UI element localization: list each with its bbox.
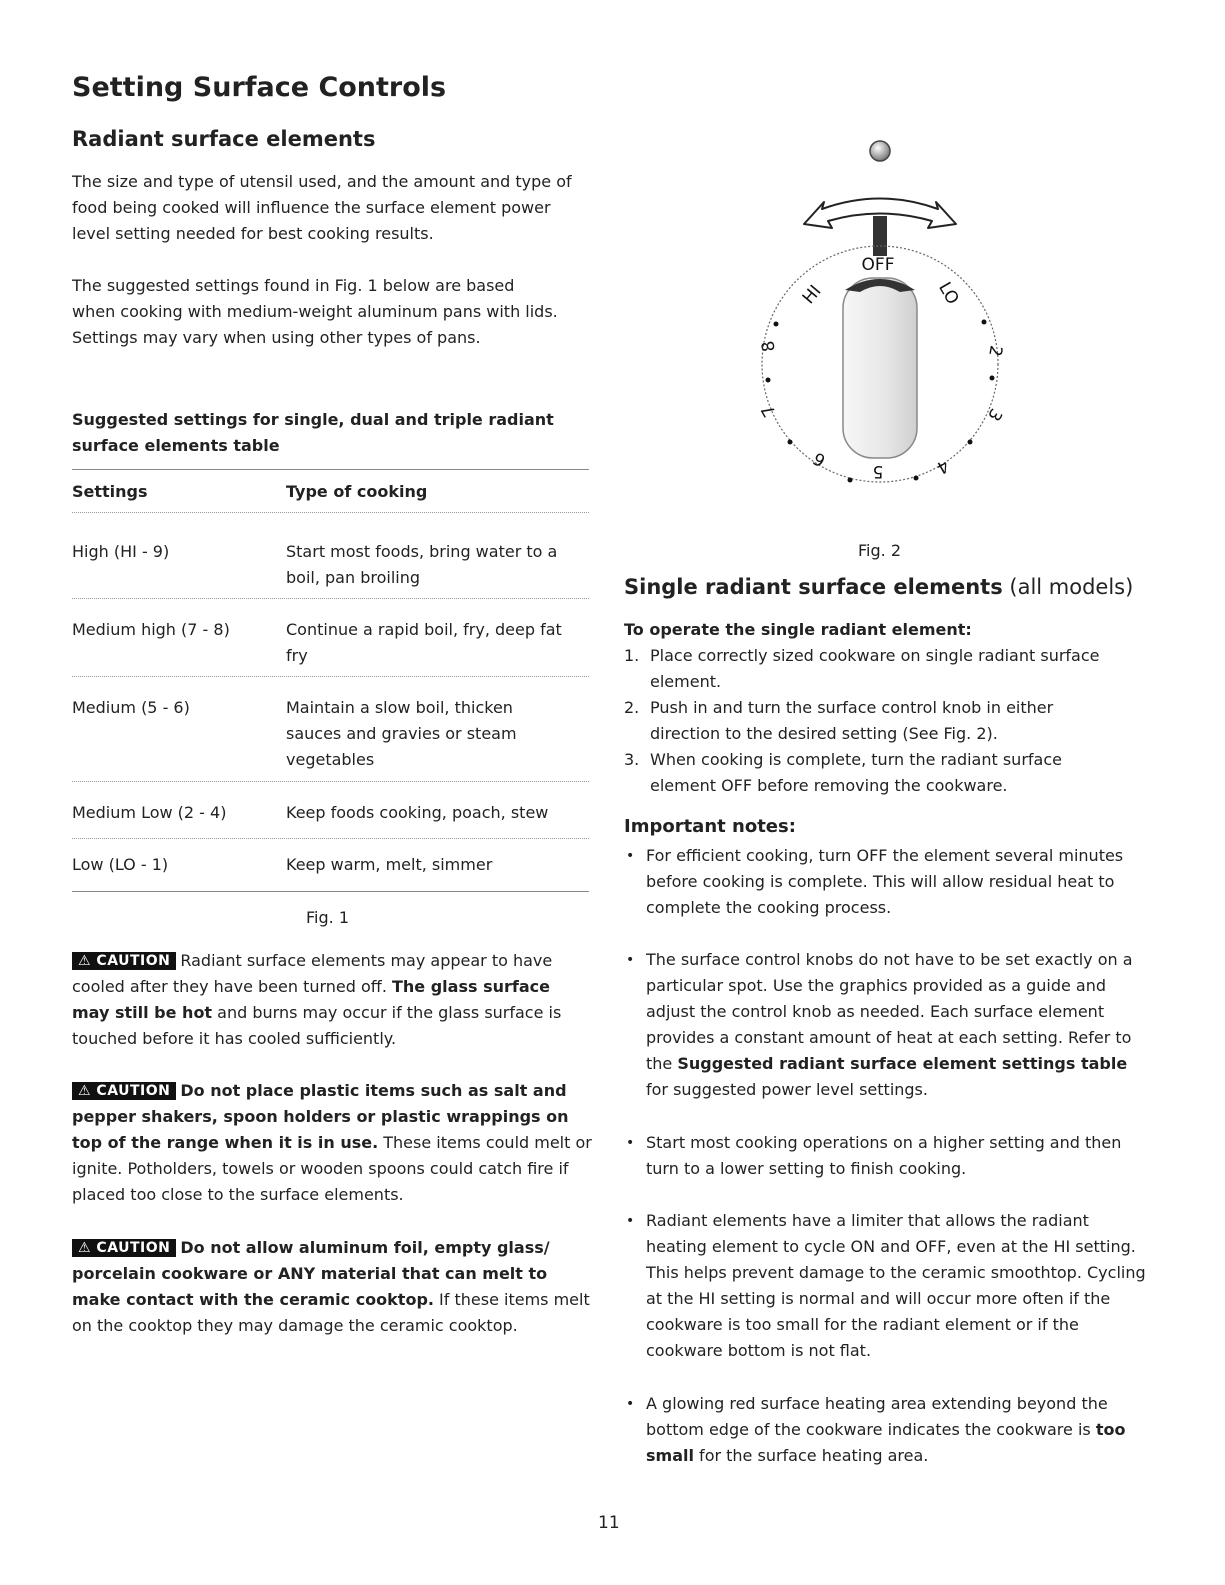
knob-label-7: 7 xyxy=(757,400,781,421)
note-item: • Radiant elements have a limiter that allows the radiant heating element to cycle ON and OFF, even at the HI setting. This helps prevent damage to the ceramic smoothtop. Cycling at the HI setting is normal and will occur more often if the cookware is too small for the radiant element or if the cookware bottom is not flat. xyxy=(624,1208,1149,1364)
caution-badge: ⚠ CAUTION xyxy=(72,1239,176,1257)
table-row-cooking: Maintain a slow boil, thicken sauces and gravies or steam vegetables xyxy=(286,698,517,769)
table-row-setting: Medium high (7 - 8) xyxy=(72,620,230,639)
knob-indicator-mark xyxy=(873,216,887,256)
caution-2 xyxy=(72,1078,592,1208)
step-text: Place correctly sized cookware on single radiant surface element. xyxy=(650,646,1100,691)
caution-1-bold: The glass surface may still be hot xyxy=(72,977,550,1022)
table-header-cooking: Type of cooking xyxy=(286,482,428,501)
caution-1-text: Radiant surface elements may appear to have cooled after they have been turned off. xyxy=(72,951,553,996)
table-row-cooking: Continue a rapid boil, fry, deep fat fry xyxy=(286,620,562,665)
knob-label-5: 5 xyxy=(872,461,884,481)
step-number: 3. xyxy=(624,750,640,769)
caution-1-text-end: and burns may occur if the glass surface is touched before it has cooled sufficiently. xyxy=(72,1003,562,1048)
table-bottom-rule xyxy=(72,891,589,892)
table-title: Suggested settings for single, dual and triple radiant surface elements table xyxy=(72,410,554,455)
caution-badge: ⚠ CAUTION xyxy=(72,952,176,970)
table-row-cooking: Start most foods, bring water to a boil, pan broiling xyxy=(286,542,558,587)
caution-2-bold: Do not place plastic items such as salt and pepper shakers, spoon holders or plastic wrappings on top of the range when it is in use. xyxy=(72,1081,569,1152)
knob-label-4: 4 xyxy=(932,454,953,478)
step-number: 1. xyxy=(624,646,640,665)
table-row-setting: Medium Low (2 - 4) xyxy=(72,803,227,822)
caution-badge: ⚠ CAUTION xyxy=(72,1082,176,1100)
knob-label-hi: HI xyxy=(798,281,826,309)
knob-handle[interactable] xyxy=(843,278,917,458)
knob-label-lo: LO xyxy=(934,278,963,309)
important-notes-list xyxy=(624,843,1149,921)
operate-title: To operate the single radiant element: xyxy=(624,620,972,639)
table-row-rule xyxy=(72,598,589,599)
intro-paragraph-1: The size and type of utensil used, and the amount and type of food being cooked will influence the surface element power level setting needed for best cooking results. xyxy=(72,172,572,243)
indicator-light-icon xyxy=(870,141,890,161)
step-text: Push in and turn the surface control knob in either direction to the desired setting (See Fig. 2). xyxy=(650,698,1054,743)
table-row-rule xyxy=(72,781,589,782)
knob-off-label: OFF xyxy=(861,255,895,275)
fig2-caption: Fig. 2 xyxy=(858,541,901,560)
knob-label-6: 6 xyxy=(809,447,830,471)
step-item xyxy=(624,643,1124,695)
important-notes-list xyxy=(624,947,1149,1103)
table-row-rule xyxy=(72,838,589,839)
note-item: • Start most cooking operations on a higher setting and then turn to a lower setting to finish cooking. xyxy=(624,1130,1149,1182)
operate-steps xyxy=(624,643,1124,799)
caution-3-bold: Do not allow aluminum foil, empty glass/ porcelain cookware or ANY material that can melt to make contact with the ceramic cooktop. xyxy=(72,1238,550,1309)
table-header-rule xyxy=(72,512,589,513)
important-notes-title: Important notes: xyxy=(624,816,796,837)
caution-3-text: If these items melt on the cooktop they may damage the ceramic cooktop. xyxy=(72,1290,590,1335)
section-title: Radiant surface elements xyxy=(72,127,376,151)
important-notes-list xyxy=(624,1208,1149,1364)
intro-paragraph-2: The suggested settings found in Fig. 1 below are based when cooking with medium-weight aluminum pans with lids. Settings may vary when using other types of pans. xyxy=(72,276,558,347)
table-row-setting: Low (LO - 1) xyxy=(72,855,169,874)
page-number: 11 xyxy=(598,1513,620,1533)
note-item: • For efficient cooking, turn OFF the element several minutes before cooking is complete. This will allow residual heat to complete the cooking process. xyxy=(624,843,1149,921)
note-item xyxy=(624,1391,1149,1469)
single-element-title: Single radiant surface elements xyxy=(624,575,1003,599)
note-text-end: for the surface heating area. xyxy=(693,1446,929,1465)
table-row-cooking: Keep warm, melt, simmer xyxy=(286,855,493,874)
important-notes-list xyxy=(624,1391,1149,1469)
note-bold: too small xyxy=(646,1420,1126,1465)
caution-2-text: These items could melt or ignite. Potholders, towels or wooden spoons could catch fire if placed too close to the surface elements. xyxy=(72,1133,592,1204)
note-text: The surface control knobs do not have to be set exactly on a particular spot. Use the graphics provided as a guide and adjust the control knob as needed. Each surface element provides a constant amount of heat at each setting. Refer to the xyxy=(646,950,1133,1073)
step-text: When cooking is complete, turn the radiant surface element OFF before removing the cookware. xyxy=(650,750,1062,795)
note-text-end: for suggested power level settings. xyxy=(646,1080,928,1099)
table-row-rule xyxy=(72,676,589,677)
fig1-caption: Fig. 1 xyxy=(306,908,349,927)
table-row-cooking: Keep foods cooking, poach, stew xyxy=(286,803,549,822)
control-knob-figure xyxy=(740,130,1020,510)
caution-3 xyxy=(72,1235,592,1339)
table-top-rule xyxy=(72,469,589,470)
note-text: A glowing red surface heating area extending beyond the bottom edge of the cookware indicates the cookware is xyxy=(646,1394,1108,1439)
note-item xyxy=(624,947,1149,1103)
table-row-setting: High (HI - 9) xyxy=(72,542,170,561)
step-item xyxy=(624,695,1124,747)
knob-label-2: 2 xyxy=(984,343,1006,358)
table-header-settings: Settings xyxy=(72,482,148,501)
single-element-heading xyxy=(624,575,1133,599)
caution-1 xyxy=(72,948,592,1052)
note-bold: Suggested radiant surface element settings table xyxy=(677,1054,1128,1073)
knob-label-3: 3 xyxy=(982,404,1006,425)
step-item xyxy=(624,747,1124,799)
important-notes-list xyxy=(624,1130,1149,1182)
single-element-subtitle: (all models) xyxy=(1002,575,1134,599)
step-number: 2. xyxy=(624,698,640,717)
knob-label-8: 8 xyxy=(758,339,780,354)
table-row-setting: Medium (5 - 6) xyxy=(72,698,190,717)
page-title: Setting Surface Controls xyxy=(72,72,447,103)
